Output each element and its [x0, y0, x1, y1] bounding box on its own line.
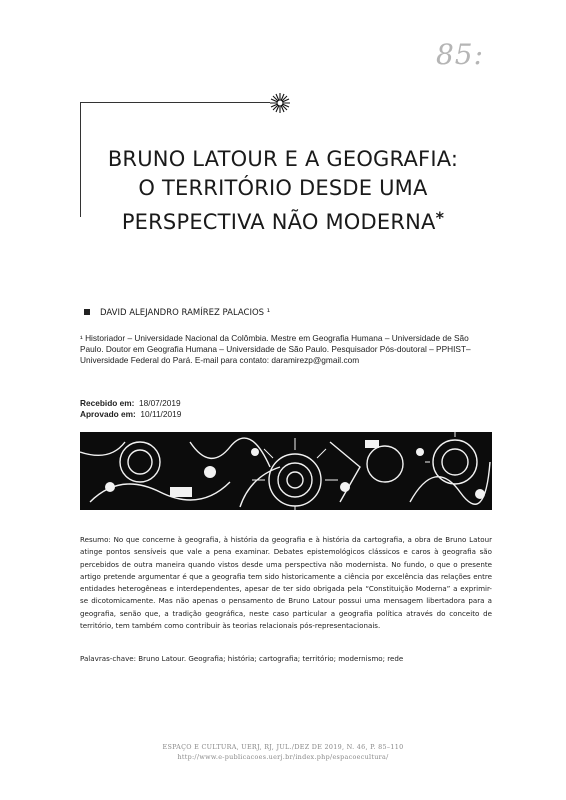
decorative-engraving-banner	[80, 432, 492, 510]
article-title	[60, 145, 506, 237]
received-label: Recebido em:	[80, 398, 135, 408]
received-row	[80, 398, 181, 409]
journal-footer	[0, 742, 566, 762]
page-number: 85:	[435, 38, 484, 71]
sunburst-ornament-icon	[270, 93, 290, 113]
title-footnote-asterisk: *	[435, 208, 445, 227]
journal-url: http://www.e-publicacoes.uerj.br/index.php/espacoecultura/	[177, 753, 389, 761]
title-line-1: BRUNO LATOUR E A GEOGRAFIA:	[107, 147, 459, 171]
author-name: DAVID ALEJANDRO RAMÍREZ PALACIOS ¹	[100, 308, 271, 318]
approved-date: 10/11/2019	[140, 409, 182, 419]
title-line-2: O TERRITÓRIO DESDE UMA	[138, 176, 428, 200]
title-line-3	[60, 203, 506, 237]
journal-citation: ESPAÇO E CULTURA, UERJ, RJ, JUL./DEZ DE 2019, N. 46, P. 85–110	[162, 743, 404, 751]
keywords: Palavras-chave: Bruno Latour. Geografia; história; cartografia; território; modernismo; rede	[80, 654, 404, 663]
abstract: Resumo: No que concerne à geografia, à história da geografia e à história da cartografia, a obra de Bruno Latour atinge pontos sensíveis que vale a pena examinar. Debates epistemológicos clássicos e caros à geografia são percebidos de outra maneira quando vistos desde uma perspectiva não modernista. No fundo, o que o presente artigo pretende argumentar é que a geografia tem sido historicamente a ciência por excelência das relações entre entidades heterogêneas e interdependentes, apesar de ter sido obrigada pela “Constituição Moderna” a exprimir-se dicotomicamente. Mas não apenas o pensamento de Bruno Latour possui uma mensagem libertadora para a geografia, senão que, a tradição geográfica, neste caso particular a geografia política através do conceito de território, tem também como contribuir às teorias relacionais pós-representacionais.	[80, 535, 492, 631]
title-line-3-text: PERSPECTIVA NÃO MODERNA	[121, 210, 436, 234]
square-bullet-icon	[84, 309, 90, 315]
approved-row	[80, 409, 181, 420]
approved-label: Aprovado em:	[80, 409, 136, 419]
author-footnote: ¹ Historiador – Universidade Nacional da Colômbia. Mestre em Geografia Humana – Universidade de São Paulo. Doutor em Geografia Humana – Universidade de São Paulo. Pesquisador Pós-doutoral – PPHIST–Universidade Federal do Pará. E-mail para contato: daramirezp@gmail.com	[80, 333, 471, 365]
engraving-artwork	[80, 432, 492, 510]
author-line	[84, 308, 270, 318]
received-date: 18/07/2019	[139, 398, 181, 408]
submission-dates	[80, 398, 181, 420]
title-bracket-horizontal	[80, 102, 270, 103]
